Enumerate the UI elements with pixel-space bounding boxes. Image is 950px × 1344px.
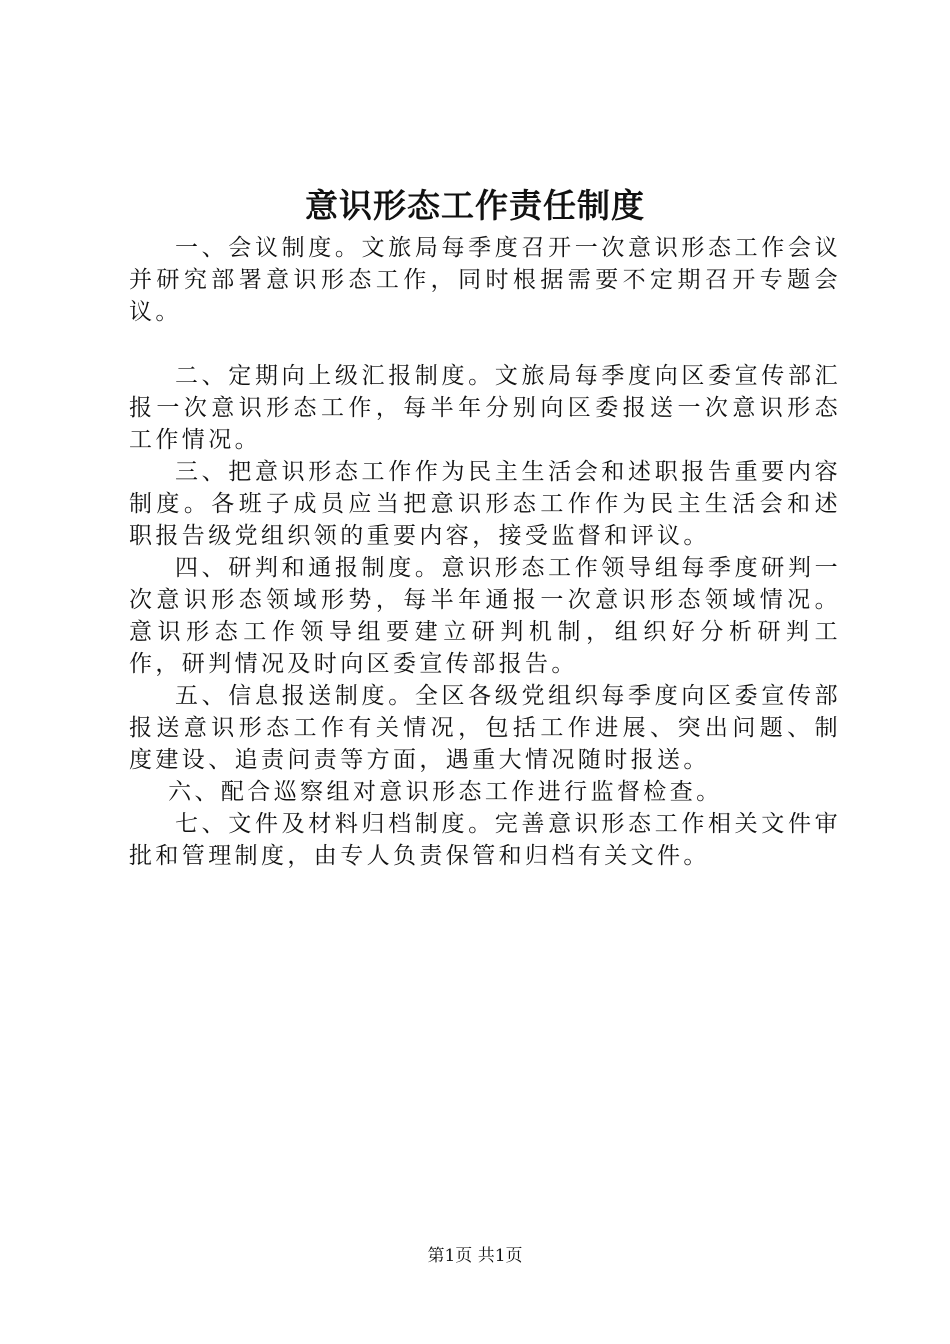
paragraph-6: 六、配合巡察组对意识形态工作进行监督检查。 [168, 779, 723, 805]
document-title: 意识形态工作责任制度 [305, 186, 645, 225]
document-body [129, 232, 841, 872]
paragraph-4: 四、研判和通报制度。意识形态工作领导组每季度研判一次意识形态领域形势，每半年通报一次意识形态领域情况。意识形态工作领导组要建立研判机制，组织好分析研判工作，研判情况及时向区委宣传部报告。 [129, 555, 841, 677]
page-number-footer: 第1页 共1页 [427, 1246, 523, 1266]
paragraph-5: 五、信息报送制度。全区各级党组织每季度向区委宣传部报送意识形态工作有关情况，包括工作进展、突出问题、制度建设、追责问责等方面，遇重大情况随时报送。 [129, 683, 841, 773]
paragraph-2: 二、定期向上级汇报制度。文旅局每季度向区委宣传部汇报一次意识形态工作，每半年分别向区委报送一次意识形态工作情况。 [129, 363, 841, 453]
paragraph-3: 三、把意识形态工作作为民主生活会和述职报告重要内容制度。各班子成员应当把意识形态工作作为民主生活会和述职报告级党组织领的重要内容，接受监督和评议。 [129, 459, 841, 549]
paragraph-7: 七、文件及材料归档制度。完善意识形态工作相关文件审批和管理制度，由专人负责保管和归档有关文件。 [129, 811, 841, 869]
paragraph-1: 一、会议制度。文旅局每季度召开一次意识形态工作会议并研究部署意识形态工作，同时根据需要不定期召开专题会议。 [129, 235, 841, 325]
